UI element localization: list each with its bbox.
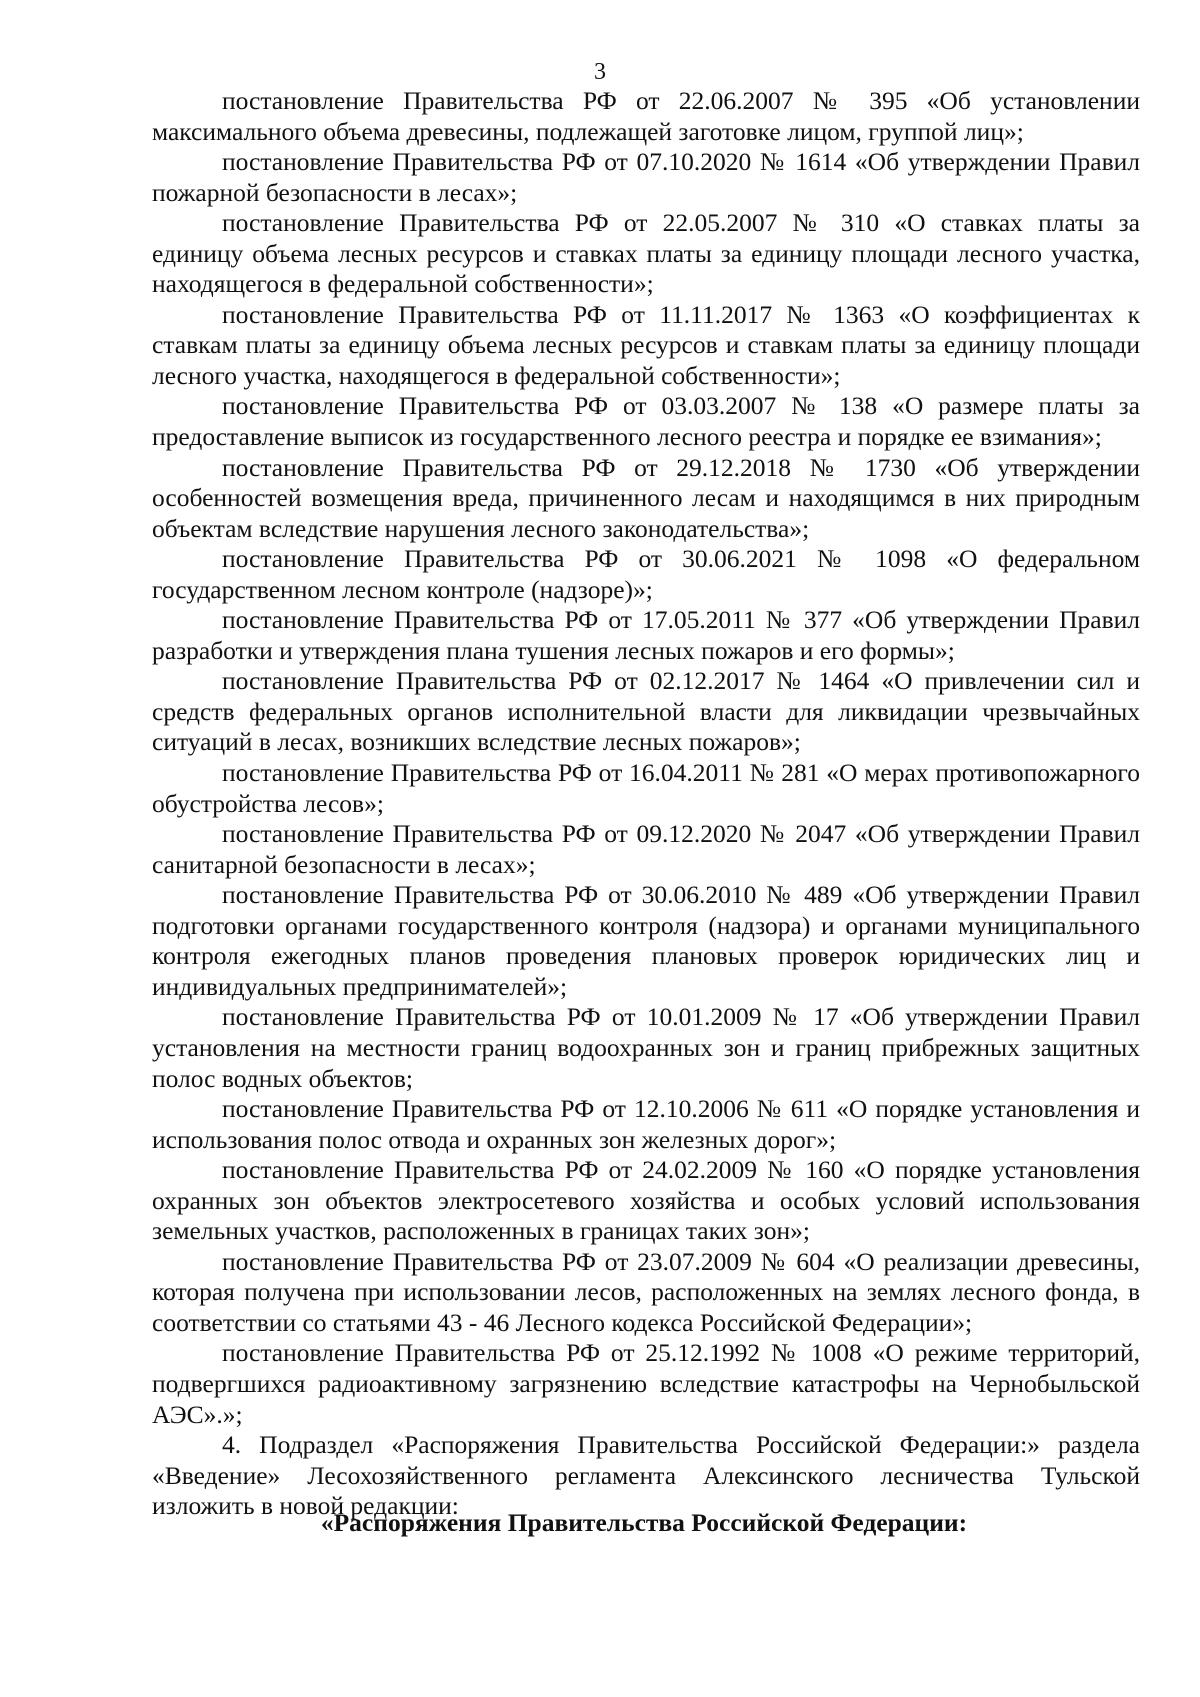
paragraph: постановление Правительства РФ от 07.10.2020 № 1614 «Об утверждении Правил пожарной безопасности в лесах»; bbox=[152, 147, 1140, 207]
paragraph: постановление Правительства РФ от 09.12.2020 № 2047 «Об утверждении Правил санитарной безопасности в лесах»; bbox=[152, 819, 1140, 879]
paragraph: постановление Правительства РФ от 03.03.2007 № 138 «О размере платы за предоставление выписок из государственного лесного реестра и порядке ее взимания»; bbox=[152, 391, 1140, 452]
paragraph: постановление Правительства РФ от 22.06.2007 № 395 «Об установлении максимального объема древесины, подлежащей заготовке лицом, группой лиц»; bbox=[152, 86, 1140, 146]
paragraph: постановление Правительства РФ от 22.05.2007 № 310 «О ставках платы за единицу объема лесных ресурсов и ставках платы за единицу площади лесного участка, находящегося в федеральной собственности»; bbox=[152, 208, 1140, 299]
section-heading: «Распоряжения Правительства Российской Федерации: bbox=[320, 1508, 968, 1537]
paragraph: постановление Правительства РФ от 10.01.2009 № 17 «Об утверждении Правил установления на местности границ водоохранных зон и границ прибрежных защитных полос водных объектов; bbox=[152, 1002, 1140, 1093]
page-number: 3 bbox=[594, 59, 606, 85]
paragraph: постановление Правительства РФ от 16.04.2011 № 281 «О мерах противопожарного обустройства лесов»; bbox=[152, 758, 1140, 818]
paragraph: постановление Правительства РФ от 23.07.2009 № 604 «О реализации древесины, которая получена при использовании лесов, расположенных на землях лесного фонда, в соответствии со статьями 43 - 46 Лесного кодекса Российской Федерации»; bbox=[152, 1246, 1140, 1337]
amendment-paragraph: 4. Подраздел «Распоряжения Правительства Российской Федерации:» раздела «Введение» Лесохозяйственного регламента Алексинского лесничества Тульской изложить в новой редакции: bbox=[152, 1430, 1140, 1521]
paragraph: постановление Правительства РФ от 25.12.1992 № 1008 «О режиме территорий, подвергшихся радиоактивному загрязнению вследствие катастрофы на Чернобыльской АЭС».»; bbox=[152, 1338, 1140, 1429]
paragraph: постановление Правительства РФ от 30.06.2021 № 1098 «О федеральном государственном лесном контроле (надзоре)»; bbox=[152, 544, 1140, 604]
paragraph: постановление Правительства РФ от 11.11.2017 № 1363 «О коэффициентах к ставкам платы за единицу объема лесных ресурсов и ставкам платы за единицу площади лесного участка, находящегося в федеральной собственности»; bbox=[152, 299, 1140, 390]
paragraph: постановление Правительства РФ от 24.02.2009 № 160 «О порядке установления охранных зон объектов электросетевого хозяйства и особых условий использования земельных участков, расположенных в границах таких зон»; bbox=[152, 1155, 1140, 1246]
paragraph: постановление Правительства РФ от 02.12.2017 № 1464 «О привлечении сил и средств федеральных органов исполнительной власти для ликвидации чрезвычайных ситуаций в лесах, возникших вследствие лесных пожаров»; bbox=[152, 666, 1140, 757]
paragraph: постановление Правительства РФ от 17.05.2011 № 377 «Об утверждении Правил разработки и утверждения плана тушения лесных пожаров и его формы»; bbox=[152, 605, 1140, 665]
paragraph: постановление Правительства РФ от 30.06.2010 № 489 «Об утверждении Правил подготовки органами государственного контроля (надзора) и органами муниципального контроля ежегодных планов проведения плановых проверок юридических лиц и индивидуальных предпринимателей»; bbox=[152, 880, 1140, 1001]
document-body bbox=[152, 86, 1140, 1522]
paragraph: постановление Правительства РФ от 29.12.2018 № 1730 «Об утверждении особенностей возмещения вреда, причиненного лесам и находящимся в них природным объектам вследствие нарушения лесного законодательства»; bbox=[152, 452, 1140, 543]
paragraph: постановление Правительства РФ от 12.10.2006 № 611 «О порядке установления и использования полос отвода и охранных зон железных дорог»; bbox=[152, 1094, 1140, 1154]
